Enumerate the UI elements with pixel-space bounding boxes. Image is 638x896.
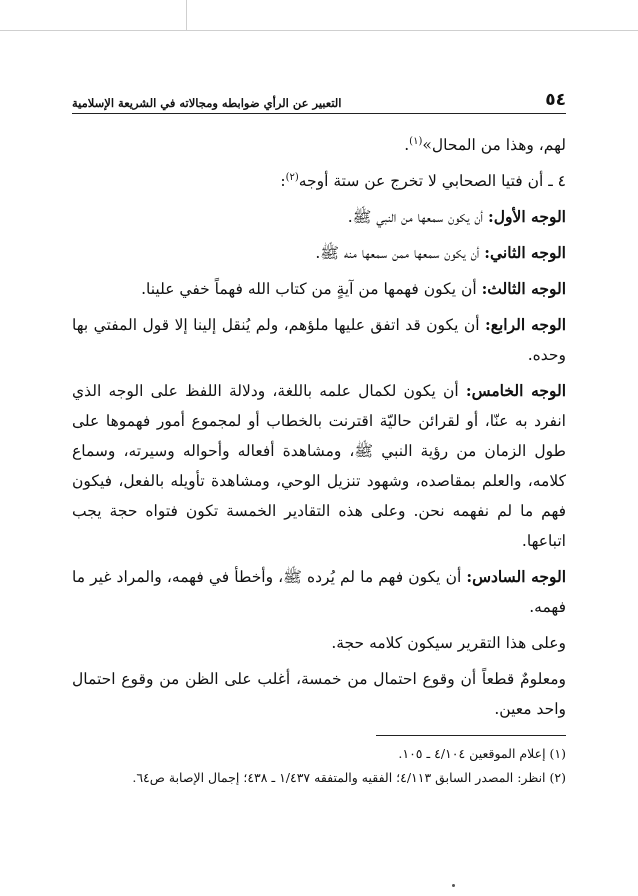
paragraph: الوجه الأول: أن يكون سمعها من النبي ﷺ. — [347, 207, 566, 226]
paragraph-lead: الوجه السادس: — [466, 567, 566, 586]
page-header — [72, 84, 566, 114]
paragraph-lead: الوجه الأول: — [488, 207, 566, 226]
paragraph: الوجه السادس: أن يكون فهم ما لم يُرده ﷺ، وأخطأ في فهمه، والمراد غير ما فهمه. — [72, 567, 566, 616]
page-number: ٥٤ — [545, 90, 566, 110]
scan-speck — [452, 884, 455, 887]
paragraph: ٤ ـ أن فتيا الصحابي لا تخرج عن ستة أوجه$^{(٢)}$: — [280, 171, 566, 190]
paragraph-lead: الوجه الثالث: — [481, 279, 566, 298]
paragraph: ومعلومٌ قطعاً أن وقوع احتمال من خمسة، أغلب على الظن من وقوع احتمال واحد معين. — [72, 670, 566, 718]
footnote-ref: (٢) — [285, 171, 299, 183]
paragraph: الوجه الخامس: أن يكون لكمال علمه باللغة، ودلالة اللفظ على الوجه الذي انفرد به عنّا، أو لقرائن حاليّة اقترنت بالخطاب أو لمجموع أمور فهموها على طول الزمان من رؤية النبي ﷺ، ومشاهدة أفعاله وأحواله وسيرته، وسماع كلامه، والعلم بمقاصده، وشهود تنزيل الوحي، ومشاهدة تأويله بالفعل، فيكون فهم ما لم نفهمه نحن. وعلى هذه التقادير الخمسة تكون فتواه حجة يجب اتباعها. — [72, 381, 566, 550]
footnote: (١) إعلام الموقعين ٤/١٠٤ ـ ١٠٥. — [398, 746, 566, 761]
footnote: (٢) انظر: المصدر السابق ٤/١١٣؛ الفقيه والمتفقه ١/٤٣٧ ـ ٤٣٨؛ إجمال الإصابة ص٦٤. — [132, 770, 566, 785]
body-text — [72, 130, 566, 730]
running-title: التعبير عن الرأي ضوابطه ومجالاته في الشريعة الإسلامية — [72, 96, 342, 110]
paragraph-lead: الوجه الخامس: — [465, 381, 566, 400]
paragraph: لهم، وهذا من المحال»$^{(١)}$. — [404, 135, 566, 154]
footnotes — [72, 742, 566, 790]
paragraph-lead: الوجه الرابع: — [485, 315, 567, 334]
paragraph: الوجه الثالث: أن يكون فهمها من آيةٍ من كتاب الله فهماً خفي علينا. — [141, 279, 566, 298]
paragraph: وعلى هذا التقرير سيكون كلامه حجة. — [331, 634, 566, 652]
paragraph: الوجه الرابع: أن يكون قد اتفق عليها ملؤهم، ولم يُنقل إلينا إلا قول المفتي بها وحده. — [72, 315, 567, 364]
paragraph-lead: الوجه الثاني: — [484, 243, 566, 262]
footnote-separator — [376, 735, 566, 736]
paragraph: الوجه الثاني: أن يكون سمعها ممن سمعها منه ﷺ. — [315, 243, 566, 262]
footnote-ref: (١) — [409, 135, 423, 147]
